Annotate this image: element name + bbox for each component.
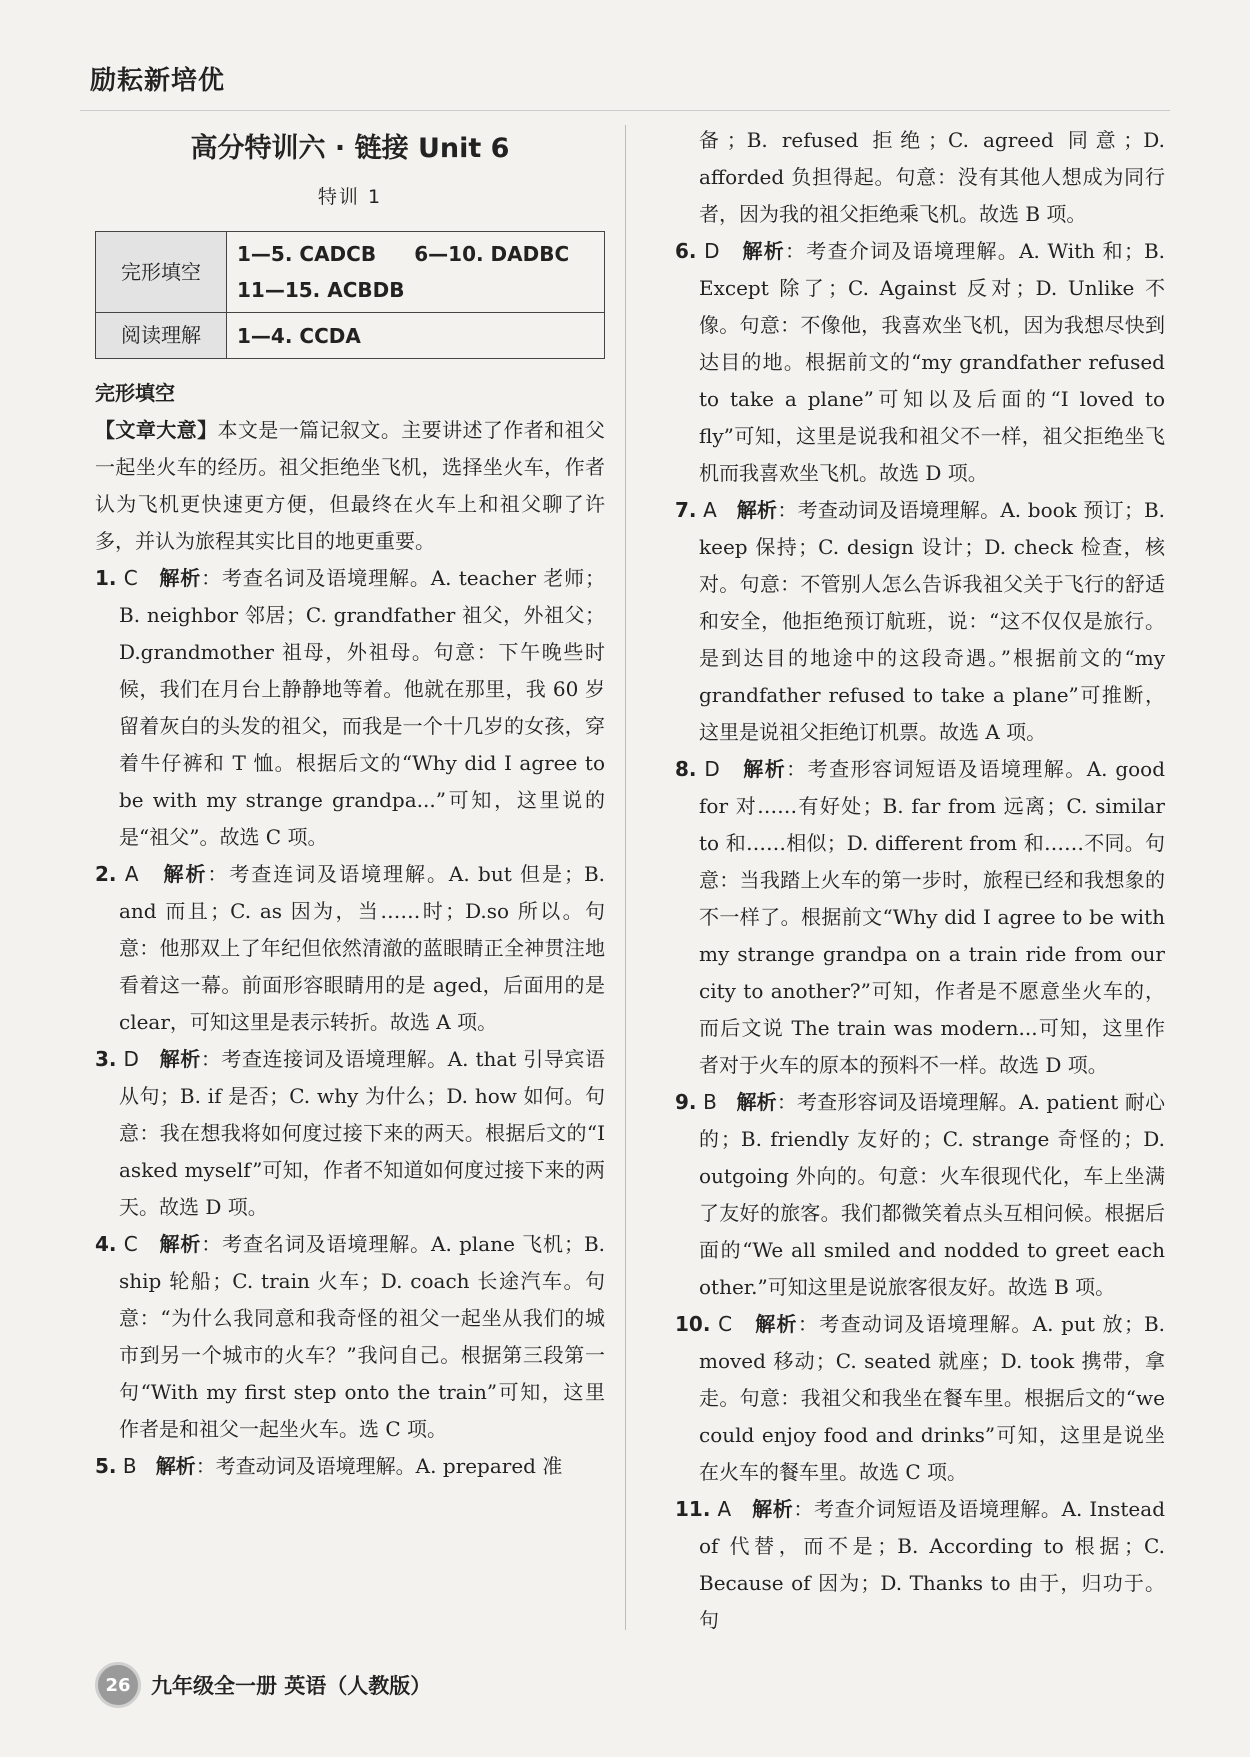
item-label: 解析 — [742, 239, 786, 263]
item-label: 解析 — [743, 757, 787, 781]
item-number: 8. — [675, 757, 697, 781]
item-label: 解析 — [159, 1232, 202, 1256]
item-number: 6. — [675, 239, 697, 263]
list-item — [95, 1226, 605, 1448]
item-label: 解析 — [163, 862, 208, 886]
item-answer: D — [704, 757, 720, 781]
list-item — [675, 233, 1165, 492]
item-text: ：考查名词及语境理解。A. plane 飞机；B. ship 轮船；C. train 火车；D. coach 长途汽车。句意：“为什么我同意和我奇怪的祖父一起坐从我们的城市到另一个城市的火车？”我问自己。根据第三段第一句“With my first step onto the train”可知，这里作者是和祖父一起坐火车。选 C 项。 — [119, 1232, 606, 1441]
item-list-left — [95, 560, 605, 1485]
item-5-continuation — [675, 122, 1165, 233]
item-answer: C — [123, 1232, 138, 1256]
item-text: ：考查形容词及语境理解。A. patient 耐心的；B. friendly 友好的；C. strange 奇怪的；D. outgoing 外向的。句意：火车很现代化，车上坐满了友好的旅客。我们都微笑着点头互相问候。根据后面的“We all smiled and nodded to greet each other.”可知这里是说旅客很友好。故选 B 项。 — [699, 1090, 1166, 1299]
item-answer: A — [703, 498, 717, 522]
item-text: ：考查动词及语境理解。A. prepared 准 — [195, 1454, 563, 1478]
list-item — [95, 1448, 605, 1485]
item-label: 解析 — [159, 566, 202, 590]
item-number: 10. — [675, 1312, 711, 1336]
right-column — [675, 122, 1165, 1639]
item-number: 3. — [95, 1047, 117, 1071]
section-heading: 完形填空 — [95, 381, 175, 405]
item-answer: C — [718, 1312, 733, 1336]
page-number-badge: 26 — [95, 1662, 141, 1708]
item-text: ：考查连接词及语境理解。A. that 引导宾语从句；B. if 是否；C. why 为什么；D. how 如何。句意：我在想我将如何度过接下来的两天。根据后文的“I asked myself”可知，作者不知道如何度过接下来的两天。故选 D 项。 — [119, 1047, 606, 1219]
cloze-answers — [227, 232, 605, 313]
answer-row-reading — [96, 313, 605, 359]
summary-text: 本文是一篇记叙文。主要讲述了作者和祖父一起坐火车的经历。祖父拒绝坐飞机，选择坐火车，作者认为飞机更快速更方便，但最终在火车上和祖父聊了许多，并认为旅程其实比目的地更重要。 — [95, 418, 605, 553]
item-number: 5. — [95, 1454, 117, 1478]
page-footer — [95, 1662, 431, 1708]
item-text: ：考查动词及语境理解。A. put 放；B. moved 移动；C. seated 就座；D. took 携带，拿走。句意：我祖父和我坐在餐车里。根据后文的“we could enjoy food and drinks”可知，这里是说坐在火车的餐车里。故选 C 项。 — [699, 1312, 1165, 1484]
item-label: 解析 — [755, 1312, 798, 1336]
item-answer: D — [123, 1047, 139, 1071]
list-item — [675, 751, 1165, 1084]
item-text: ：考查动词及语境理解。A. book 预订；B. keep 保持；C. design 设计；D. check 检查，核对。句意：不管别人怎么告诉我祖父关于飞行的舒适和安全，他拒绝预订航班，说：“这不仅仅是旅行。是到达目的地途中的这段奇遇。”根据前文的“my grandfather refused to take a plane”可推断，这里是说祖父拒绝订机票。故选 A 项。 — [699, 498, 1166, 744]
left-column — [95, 125, 605, 1485]
article-summary — [95, 412, 605, 560]
book-title: 九年级全一册 英语（人教版） — [151, 1673, 432, 1698]
item-number: 4. — [95, 1232, 117, 1256]
list-item — [95, 856, 605, 1041]
item-label: 解析 — [155, 1454, 196, 1478]
cloze-answers-1: 1—5. CADCB — [237, 242, 377, 266]
answer-row-cloze — [96, 232, 605, 313]
column-divider — [625, 125, 626, 1630]
item-answer: A — [717, 1497, 732, 1521]
item-number: 2. — [95, 862, 117, 886]
item-answer: B — [122, 1454, 137, 1478]
item-text: ：考查连词及语境理解。A. but 但是；B. and 而且；C. as 因为，当……时；D.so 所以。句意：他那双上了年纪但依然清澈的蓝眼睛正全神贯注地看着这一幕。前面形容眼睛用的是 aged，后面用的是 clear，可知这里是表示转折。故选 A 项。 — [119, 862, 606, 1034]
item-text: ：考查形容词短语及语境理解。A. good for 对……有好处；B. far from 远离；C. similar to 和……相似；D. different from 和……不同。句意：当我踏上火车的第一步时，旅程已经和我想象的不一样了。根据前文“Why did I agree to be with my strange grandpa on a train ride from our city to another?”可知，作者是不愿意坐火车的，而后文说 The train was modern...可知，这里作者对于火车的原本的预料不一样。故选 D 项。 — [699, 757, 1166, 1077]
summary-tag: 【文章大意】 — [95, 418, 218, 442]
item-number: 7. — [675, 498, 697, 522]
reading-label: 阅读理解 — [96, 313, 227, 359]
item-answer: C — [123, 566, 138, 590]
item-number: 9. — [675, 1090, 697, 1114]
item-text: 备；B. refused 拒绝；C. agreed 同意；D. afforded 负担得起。句意：没有其他人想成为同行者，因为我的祖父拒绝乘飞机。故选 B 项。 — [699, 128, 1165, 226]
item-text: ：考查介词及语境理解。A. With 和；B. Except 除了；C. Against 反对；D. Unlike 不像。句意：不像他，我喜欢坐飞机，因为我想尽快到达目的地。根据前文的“my grandfather refused to take a plane”可知以及后面的“I loved to fly”可知，这里是说我和祖父不一样，祖父拒绝坐飞机而我喜欢坐飞机。故选 D 项。 — [699, 239, 1166, 485]
item-label: 解析 — [736, 1090, 777, 1114]
item-number: 1. — [95, 566, 117, 590]
item-answer: A — [124, 862, 139, 886]
item-label: 解析 — [736, 498, 778, 522]
header-rule — [80, 110, 1170, 111]
cloze-answers-2: 6—10. DADBC — [414, 242, 570, 266]
list-item — [95, 1041, 605, 1226]
item-answer: B — [703, 1090, 717, 1114]
item-number: 11. — [675, 1497, 711, 1521]
list-item — [675, 1306, 1165, 1491]
cloze-label: 完形填空 — [96, 232, 227, 313]
list-item — [675, 1084, 1165, 1306]
page-title: 高分特训六 · 链接 Unit 6 — [190, 133, 510, 164]
brand-header: 励耘新培优 — [90, 66, 226, 96]
answer-table — [95, 231, 605, 359]
item-label: 解析 — [159, 1047, 201, 1071]
list-item — [675, 492, 1165, 751]
list-item — [95, 560, 605, 856]
item-text: ：考查介词短语及语境理解。A. Instead of 代替，而不是；B. According to 根据；C. Because of 因为；D. Thanks to 由于，归功于。句 — [699, 1497, 1165, 1632]
page-subtitle: 特训 1 — [317, 186, 383, 208]
reading-answers: 1—4. CCDA — [227, 313, 605, 359]
list-item — [675, 1491, 1165, 1639]
item-answer: D — [704, 239, 720, 263]
cloze-answers-3: 11—15. ACBDB — [237, 278, 405, 302]
item-text: ：考查名词及语境理解。A. teacher 老师；B. neighbor 邻居；C. grandfather 祖父，外祖父；D.grandmother 祖母，外祖母。句意：下午晚些时候，我们在月台上静静地等着。他就在那里，我 60 岁留着灰白的头发的祖父，而我是一个十几岁的女孩，穿着牛仔裤和 T 恤。根据后文的“Why did I agree to be with my strange grandpa...”可知，这里说的是“祖父”。故选 C 项。 — [119, 566, 606, 849]
item-label: 解析 — [752, 1497, 794, 1521]
